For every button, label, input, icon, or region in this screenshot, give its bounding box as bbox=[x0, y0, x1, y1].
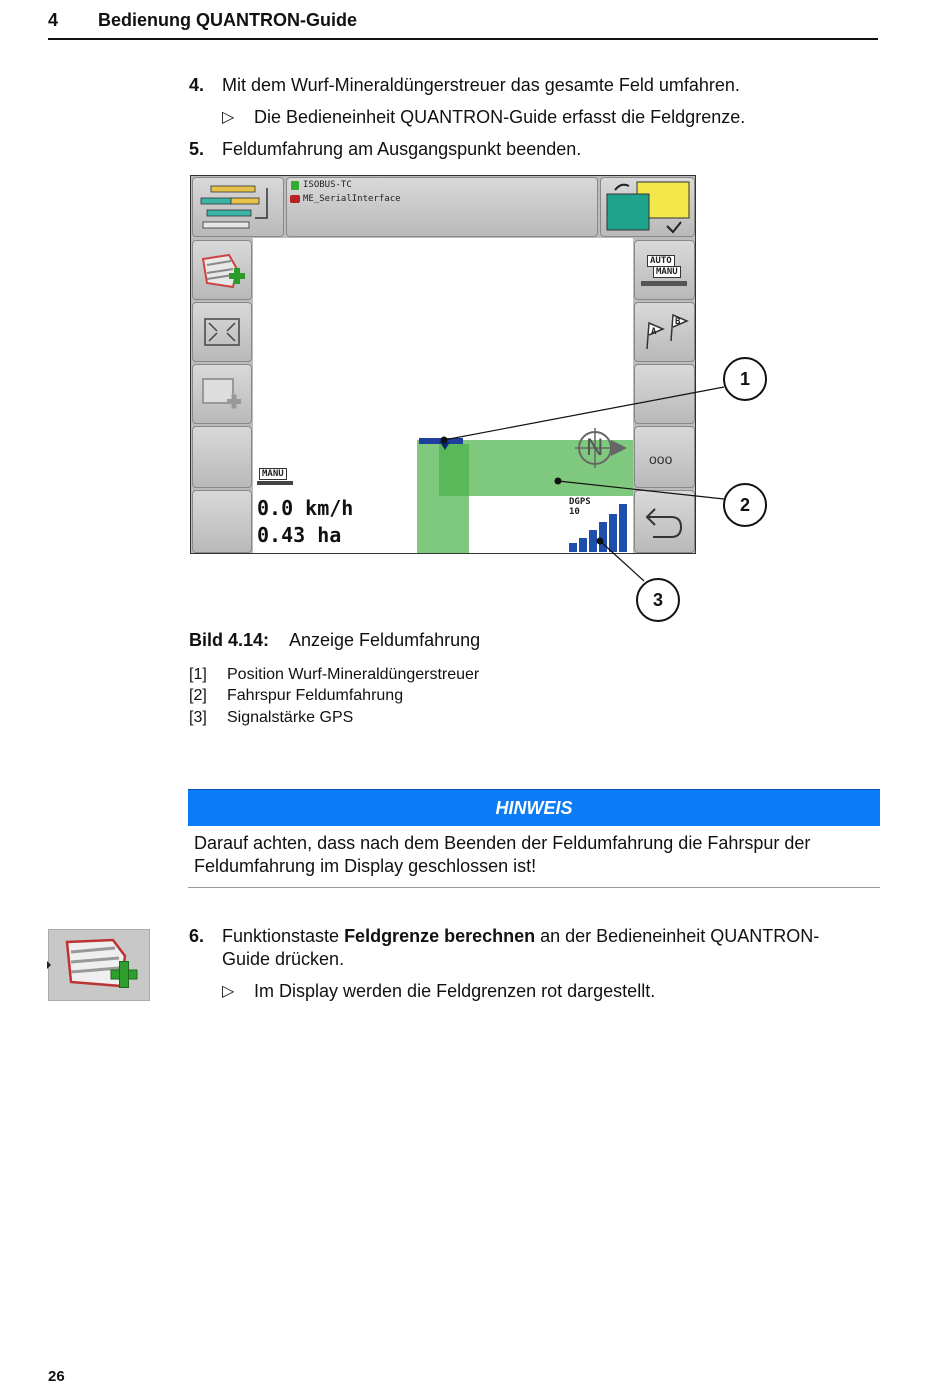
legend-key: [3] bbox=[189, 709, 207, 726]
callout-2: 2 bbox=[723, 483, 767, 527]
legend-item bbox=[189, 686, 689, 706]
result-triangle-icon: ▷ bbox=[222, 109, 235, 126]
callout-1: 1 bbox=[723, 357, 767, 401]
figure-label: Bild 4.14: bbox=[189, 630, 270, 650]
leader-line-2 bbox=[558, 481, 724, 499]
more-dots-icon: ooo bbox=[649, 451, 673, 467]
legend-key: [2] bbox=[189, 687, 207, 704]
notice-line-2: Feldumfahrung im Display geschlossen ist! bbox=[194, 856, 537, 876]
leader-dot-1 bbox=[441, 437, 448, 444]
notice-title: HINWEIS bbox=[188, 789, 880, 826]
legend-text: Signalstärke GPS bbox=[227, 709, 354, 726]
notice-body bbox=[188, 826, 880, 888]
gps-satellite-count: 10 bbox=[569, 507, 580, 517]
area-readout: 0.43 ha bbox=[257, 523, 342, 547]
step-text-line-2: Guide drücken. bbox=[222, 949, 345, 969]
calculate-field-boundary-key-illustration bbox=[48, 929, 150, 1001]
compass-north-label: N bbox=[586, 434, 604, 461]
status-line-2: ME_SerialInterface bbox=[303, 194, 401, 204]
leader-line-3 bbox=[600, 541, 644, 581]
leader-dot-2 bbox=[555, 478, 562, 485]
step-6 bbox=[189, 925, 879, 971]
step-6-result bbox=[222, 980, 872, 1003]
key-marker-icon bbox=[47, 961, 51, 969]
speed-readout: 0.0 km/h bbox=[257, 496, 354, 520]
figure-caption bbox=[189, 630, 481, 651]
legend-text: Position Wurf-Mineraldüngerstreuer bbox=[227, 666, 480, 683]
page-number: 26 bbox=[48, 1368, 65, 1385]
legend-item bbox=[189, 708, 689, 728]
mode-label: MANU bbox=[259, 468, 287, 480]
status-line-1: ISOBUS-TC bbox=[303, 180, 352, 190]
callout-3: 3 bbox=[636, 578, 680, 622]
step-text-pre: Funktionstaste bbox=[222, 926, 345, 946]
leader-line-1 bbox=[444, 387, 724, 440]
step-number: 5. bbox=[189, 139, 205, 159]
notice-line-1: Darauf achten, dass nach dem Beenden der Feldumfahrung die Fahrspur der bbox=[194, 833, 811, 853]
legend-item bbox=[189, 665, 689, 685]
chapter-number: 4 bbox=[48, 10, 59, 30]
auto-label: AUTO bbox=[647, 255, 675, 267]
step-number: 6. bbox=[189, 926, 205, 946]
leader-dot-3 bbox=[597, 538, 604, 545]
step-text bbox=[222, 925, 819, 948]
gps-type-label: DGPS bbox=[569, 497, 591, 507]
result-triangle-icon: ▷ bbox=[222, 983, 235, 1000]
step-text: Mit dem Wurf-Mineraldüngerstreuer das gesamte Feld umfahren. bbox=[222, 75, 740, 95]
result-text: Die Bedieneinheit QUANTRON-Guide erfasst die Feldgrenze. bbox=[254, 107, 746, 127]
legend-key: [1] bbox=[189, 666, 207, 683]
flag-a-label: A bbox=[651, 327, 657, 337]
function-key-name: Feldgrenze berechnen bbox=[344, 926, 536, 946]
step-text: Feldumfahrung am Ausgangspunkt beenden. bbox=[222, 139, 582, 159]
step-number: 4. bbox=[189, 75, 205, 95]
result-text: Im Display werden die Feldgrenzen rot dargestellt. bbox=[254, 981, 656, 1001]
chapter-title: Bedienung QUANTRON-Guide bbox=[98, 10, 357, 30]
manu-label: MANU bbox=[653, 266, 681, 278]
flag-b-label: B bbox=[675, 317, 681, 327]
field-boundary-plus-icon bbox=[49, 930, 149, 1000]
figure-title: Anzeige Feldumfahrung bbox=[289, 630, 481, 650]
step-text-post: an der Bedieneinheit QUANTRON- bbox=[535, 926, 820, 946]
legend-text: Fahrspur Feldumfahrung bbox=[227, 687, 404, 704]
